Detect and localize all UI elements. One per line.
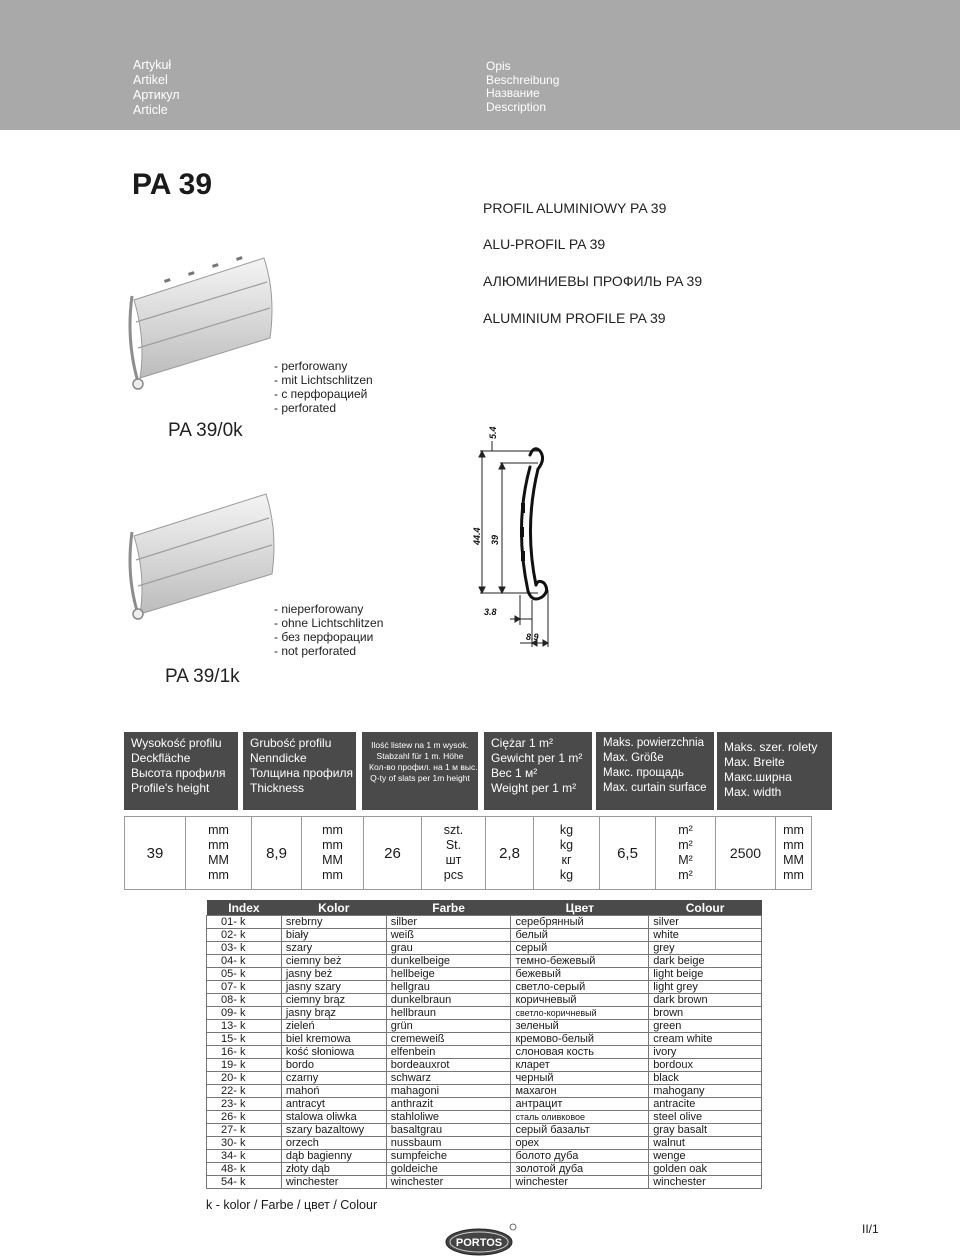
colour-cell: mahogany [649, 1085, 762, 1098]
weight-units [533, 817, 599, 889]
index-cell: 09- k [207, 1007, 282, 1020]
unit-text: ММ [322, 853, 343, 867]
thickness-value: 8,9 [251, 817, 301, 889]
unit-text: ММ [783, 853, 804, 867]
portos-logo [443, 1222, 519, 1258]
colour-cell: silver [649, 916, 762, 929]
product-name-pl: PROFIL ALUMINIOWY PA 39 [483, 200, 667, 216]
spec-header-text: Высота профиля [131, 766, 226, 780]
table-row [207, 1150, 762, 1163]
unit-text: кг [561, 853, 572, 867]
kolor-cell: stalowa oliwka [281, 1111, 386, 1124]
farbe-cell: hellgrau [386, 981, 511, 994]
kolor-cell: biały [281, 929, 386, 942]
colour-cell: bordoux [649, 1059, 762, 1072]
farbe-cell: anthrazit [386, 1098, 511, 1111]
index-cell: 48- k [207, 1163, 282, 1176]
table-row [207, 994, 762, 1007]
page-number: II/1 [862, 1222, 879, 1236]
spec-header-text: Max. width [724, 785, 782, 799]
unit-text: mm [783, 838, 804, 852]
feature-item: - ohne Lichtschlitzen [274, 616, 384, 630]
cvet-cell: серый [511, 942, 649, 955]
surface-value: 6,5 [599, 817, 655, 889]
spec-header-text: Nenndicke [250, 751, 307, 765]
index-cell: 23- k [207, 1098, 282, 1111]
width-units [775, 817, 811, 889]
farbe-cell: dunkelbraun [386, 994, 511, 1007]
slats-units [421, 817, 485, 889]
article-label-ru: Артикул [133, 88, 180, 102]
cvet-cell: орех [511, 1137, 649, 1150]
farbe-cell: weiß [386, 929, 511, 942]
farbe-cell: basaltgrau [386, 1124, 511, 1137]
feature-item: - not perforated [274, 644, 357, 658]
index-cell: 16- k [207, 1046, 282, 1059]
colour-cell: golden oak [649, 1163, 762, 1176]
kolor-cell: czarny [281, 1072, 386, 1085]
colour-cell: cream white [649, 1033, 762, 1046]
spec-header-text: Q-ty of slats per 1m height [370, 773, 470, 783]
variant-1k-features [274, 602, 383, 658]
index-cell: 30- k [207, 1137, 282, 1150]
spec-header-text: Profile's height [131, 781, 210, 795]
unit-text: m² [678, 868, 693, 882]
spec-header-text: Maks. szer. rolety [724, 740, 818, 754]
farbe-cell: hellbraun [386, 1007, 511, 1020]
colour-cell: steel olive [649, 1111, 762, 1124]
spec-header-height [124, 732, 238, 810]
article-label-de: Artikel [133, 73, 168, 87]
cvet-cell: кларет [511, 1059, 649, 1072]
unit-text: М² [678, 853, 693, 867]
colour-table-header [207, 900, 762, 916]
index-cell: 13- k [207, 1020, 282, 1033]
colour-cell: wenge [649, 1150, 762, 1163]
description-label-ru: Название [486, 86, 540, 100]
spec-header-text: Max. Größe [603, 752, 664, 764]
spec-header-text: Thickness [250, 781, 305, 795]
kolor-cell: winchester [281, 1176, 386, 1189]
unit-text: kg [559, 838, 574, 852]
farbe-cell: sumpfeiche [386, 1150, 511, 1163]
dim-39-label: 39 [490, 534, 500, 545]
unit-text: ММ [208, 853, 229, 867]
spec-header-text: Max. curtain surface [603, 782, 707, 794]
colour-cell: green [649, 1020, 762, 1033]
table-row [207, 1124, 762, 1137]
kolor-cell: mahoń [281, 1085, 386, 1098]
farbe-cell: silber [386, 916, 511, 929]
farbe-cell: nussbaum [386, 1137, 511, 1150]
spec-header-text: Gewicht per 1 m² [491, 751, 583, 765]
index-cell: 01- k [207, 916, 282, 929]
colour-cell: dark brown [649, 994, 762, 1007]
profile-cross-section-drawing [470, 415, 580, 655]
unit-text: kg [559, 823, 574, 837]
farbe-cell: mahagoni [386, 1085, 511, 1098]
column-header-cvet: Цвет [511, 900, 649, 916]
kolor-cell: złoty dąb [281, 1163, 386, 1176]
colour-table [206, 900, 762, 1189]
variant-0k-features [274, 359, 373, 415]
spec-header-text: Deckfläche [131, 751, 191, 765]
spec-header-weight [484, 732, 592, 810]
unit-text: pcs [443, 868, 464, 882]
variant-0k-code: PA 39/0k [168, 420, 243, 441]
colour-cell: winchester [649, 1176, 762, 1189]
farbe-cell: grau [386, 942, 511, 955]
kolor-cell: srebrny [281, 916, 386, 929]
kolor-cell: szary [281, 942, 386, 955]
index-cell: 34- k [207, 1150, 282, 1163]
index-cell: 02- k [207, 929, 282, 942]
table-row [207, 1111, 762, 1124]
weight-value: 2,8 [485, 817, 533, 889]
unit-text: mm [208, 838, 229, 852]
dim-8-9-label: 8.9 [526, 632, 539, 642]
cvet-cell: черный [511, 1072, 649, 1085]
index-cell: 04- k [207, 955, 282, 968]
unit-text: m² [678, 838, 693, 852]
spec-header-width [717, 732, 832, 810]
table-row [207, 1020, 762, 1033]
index-cell: 03- k [207, 942, 282, 955]
kolor-cell: jasny szary [281, 981, 386, 994]
colour-legend: k - kolor / Farbe / цвет / Colour [206, 1198, 378, 1212]
spec-header-slats [362, 732, 478, 810]
table-row [207, 1033, 762, 1046]
slats-value: 26 [363, 817, 421, 889]
description-header [486, 60, 559, 114]
cvet-cell: антрацит [511, 1098, 649, 1111]
feature-item: - mit Lichtschlitzen [274, 373, 373, 387]
unit-text: mm [208, 868, 229, 882]
dim-44-4-label: 44.4 [472, 527, 482, 545]
table-row [207, 1085, 762, 1098]
table-row [207, 1137, 762, 1150]
unit-text: m² [678, 823, 693, 837]
unit-text: szt. [443, 823, 464, 837]
colour-cell: light beige [649, 968, 762, 981]
column-header-colour: Colour [649, 900, 762, 916]
kolor-cell: kość słoniowa [281, 1046, 386, 1059]
spec-header-text: Max. Breite [724, 755, 785, 769]
unit-text: St. [445, 838, 462, 852]
spec-header-text: Макс. прощадь [603, 767, 684, 779]
colour-table-body [207, 916, 762, 1189]
kolor-cell: zieleń [281, 1020, 386, 1033]
index-cell: 15- k [207, 1033, 282, 1046]
cvet-cell: зеленый [511, 1020, 649, 1033]
table-row [207, 1072, 762, 1085]
spec-header-text: Кол-во профил. на 1 м выс. [369, 762, 478, 772]
cvet-cell: серебрянный [511, 916, 649, 929]
table-row [207, 955, 762, 968]
product-name-ru: АЛЮМИНИЕВЫ ПРОФИЛЬ PA 39 [483, 273, 703, 289]
product-name-de: ALU-PROFIL PA 39 [483, 236, 606, 252]
index-cell: 26- k [207, 1111, 282, 1124]
cvet-cell: бежевый [511, 968, 649, 981]
colour-cell: brown [649, 1007, 762, 1020]
index-cell: 19- k [207, 1059, 282, 1072]
table-row [207, 942, 762, 955]
farbe-cell: schwarz [386, 1072, 511, 1085]
unit-text: шт [445, 853, 462, 867]
thickness-units [301, 817, 363, 889]
table-row [207, 1098, 762, 1111]
farbe-cell: grün [386, 1020, 511, 1033]
colour-cell: antracite [649, 1098, 762, 1111]
colour-cell: ivory [649, 1046, 762, 1059]
cvet-cell: светло-коричневый [511, 1007, 649, 1020]
kolor-cell: ciemny brąz [281, 994, 386, 1007]
dim-3-8-label: 3.8 [484, 607, 497, 617]
cvet-cell: слоновая кость [511, 1046, 649, 1059]
description-label-en: Description [486, 99, 547, 114]
unit-text: mm [783, 868, 804, 882]
spec-header-surface [596, 732, 714, 810]
spec-values-row [124, 816, 812, 890]
index-cell: 27- k [207, 1124, 282, 1137]
colour-cell: light grey [649, 981, 762, 994]
farbe-cell: dunkelbeige [386, 955, 511, 968]
kolor-cell: szary bazaltowy [281, 1124, 386, 1137]
index-cell: 20- k [207, 1072, 282, 1085]
colour-cell: grey [649, 942, 762, 955]
spec-header-text: Ciężar 1 m² [491, 736, 554, 750]
logo-text: PORTOS [455, 1237, 503, 1249]
table-row [207, 968, 762, 981]
description-label-pl: Opis [486, 59, 511, 73]
kolor-cell: orzech [281, 1137, 386, 1150]
spec-header-text: Weight per 1 m² [491, 781, 577, 795]
feature-item: - perforowany [274, 359, 348, 373]
table-row [207, 1046, 762, 1059]
farbe-cell: stahloliwe [386, 1111, 511, 1124]
spec-header-text: Ilość listew na 1 m wysok. [371, 740, 469, 750]
spec-header-thickness [243, 732, 356, 810]
spec-header-text: Макс.ширна [724, 770, 792, 784]
table-row [207, 1059, 762, 1072]
kolor-cell: ciemny beż [281, 955, 386, 968]
table-row [207, 929, 762, 942]
colour-cell: gray basalt [649, 1124, 762, 1137]
feature-item: - без перфорации [274, 630, 374, 644]
kolor-cell: jasny brąz [281, 1007, 386, 1020]
spec-header-text: Wysokość profilu [131, 736, 222, 750]
kolor-cell: dąb bagienny [281, 1150, 386, 1163]
spec-header-text: Maks. powierzchnia [603, 737, 704, 749]
table-row [207, 916, 762, 929]
kolor-cell: bordo [281, 1059, 386, 1072]
dim-5-4-label: 5.4 [488, 426, 498, 439]
index-cell: 08- k [207, 994, 282, 1007]
unit-text: mm [322, 838, 343, 852]
height-units [185, 817, 251, 889]
cvet-cell: кремово-белый [511, 1033, 649, 1046]
farbe-cell: goldeiche [386, 1163, 511, 1176]
variant-1k-code: PA 39/1k [165, 666, 240, 687]
feature-item: - nieperforowany [274, 602, 364, 616]
kolor-cell: jasny beż [281, 968, 386, 981]
colour-cell: dark beige [649, 955, 762, 968]
colour-cell: white [649, 929, 762, 942]
farbe-cell: hellbeige [386, 968, 511, 981]
farbe-cell: bordeauxrot [386, 1059, 511, 1072]
article-label-pl: Artykuł [133, 58, 172, 72]
product-code: PA 39 [132, 168, 213, 201]
slat-not-perforated-image [124, 490, 276, 622]
product-name-en: ALUMINIUM PROFILE PA 39 [483, 310, 666, 326]
feature-item: - с перфорацией [274, 387, 368, 401]
kolor-cell: biel kremowa [281, 1033, 386, 1046]
cvet-cell: болото дуба [511, 1150, 649, 1163]
colour-cell: walnut [649, 1137, 762, 1150]
slat-perforated-image [124, 250, 274, 398]
spec-header-text: Толщина профиля [250, 766, 353, 780]
unit-text: mm [783, 823, 804, 837]
cvet-cell: серый базальт [511, 1124, 649, 1137]
unit-text: mm [322, 823, 343, 837]
cvet-cell: winchester [511, 1176, 649, 1189]
cvet-cell: коричневый [511, 994, 649, 1007]
column-header-index: Index [207, 900, 282, 916]
column-header-farbe: Farbe [386, 900, 511, 916]
cvet-cell: темно-бежевый [511, 955, 649, 968]
farbe-cell: winchester [386, 1176, 511, 1189]
spec-header-text: Grubość profilu [250, 736, 332, 750]
column-header-kolor: Kolor [281, 900, 386, 916]
kolor-cell: antracyt [281, 1098, 386, 1111]
index-cell: 07- k [207, 981, 282, 994]
farbe-cell: elfenbein [386, 1046, 511, 1059]
spec-header-text: Stabzahl für 1 m. Höhe [376, 751, 464, 761]
unit-text: mm [322, 868, 343, 882]
table-row [207, 1176, 762, 1189]
index-cell: 54- k [207, 1176, 282, 1189]
colour-cell: black [649, 1072, 762, 1085]
surface-units [655, 817, 715, 889]
description-label-de: Beschreibung [486, 72, 560, 87]
height-value: 39 [146, 844, 164, 862]
index-cell: 05- k [207, 968, 282, 981]
unit-text: mm [208, 823, 229, 837]
index-cell: 22- k [207, 1085, 282, 1098]
table-row [207, 1007, 762, 1020]
width-value: 2500 [715, 817, 775, 889]
farbe-cell: cremeweiß [386, 1033, 511, 1046]
cvet-cell: золотой дуба [511, 1163, 649, 1176]
spec-header-text: Вес 1 м² [491, 766, 538, 780]
feature-item: - perforated [274, 401, 337, 415]
cvet-cell: махагон [511, 1085, 649, 1098]
cvet-cell: сталь оливковое [511, 1111, 649, 1124]
cvet-cell: белый [511, 929, 649, 942]
article-label-en: Article [133, 103, 168, 117]
table-row [207, 981, 762, 994]
unit-text: kg [559, 868, 574, 882]
article-header [133, 58, 180, 118]
table-row [207, 1163, 762, 1176]
cvet-cell: светло-серый [511, 981, 649, 994]
